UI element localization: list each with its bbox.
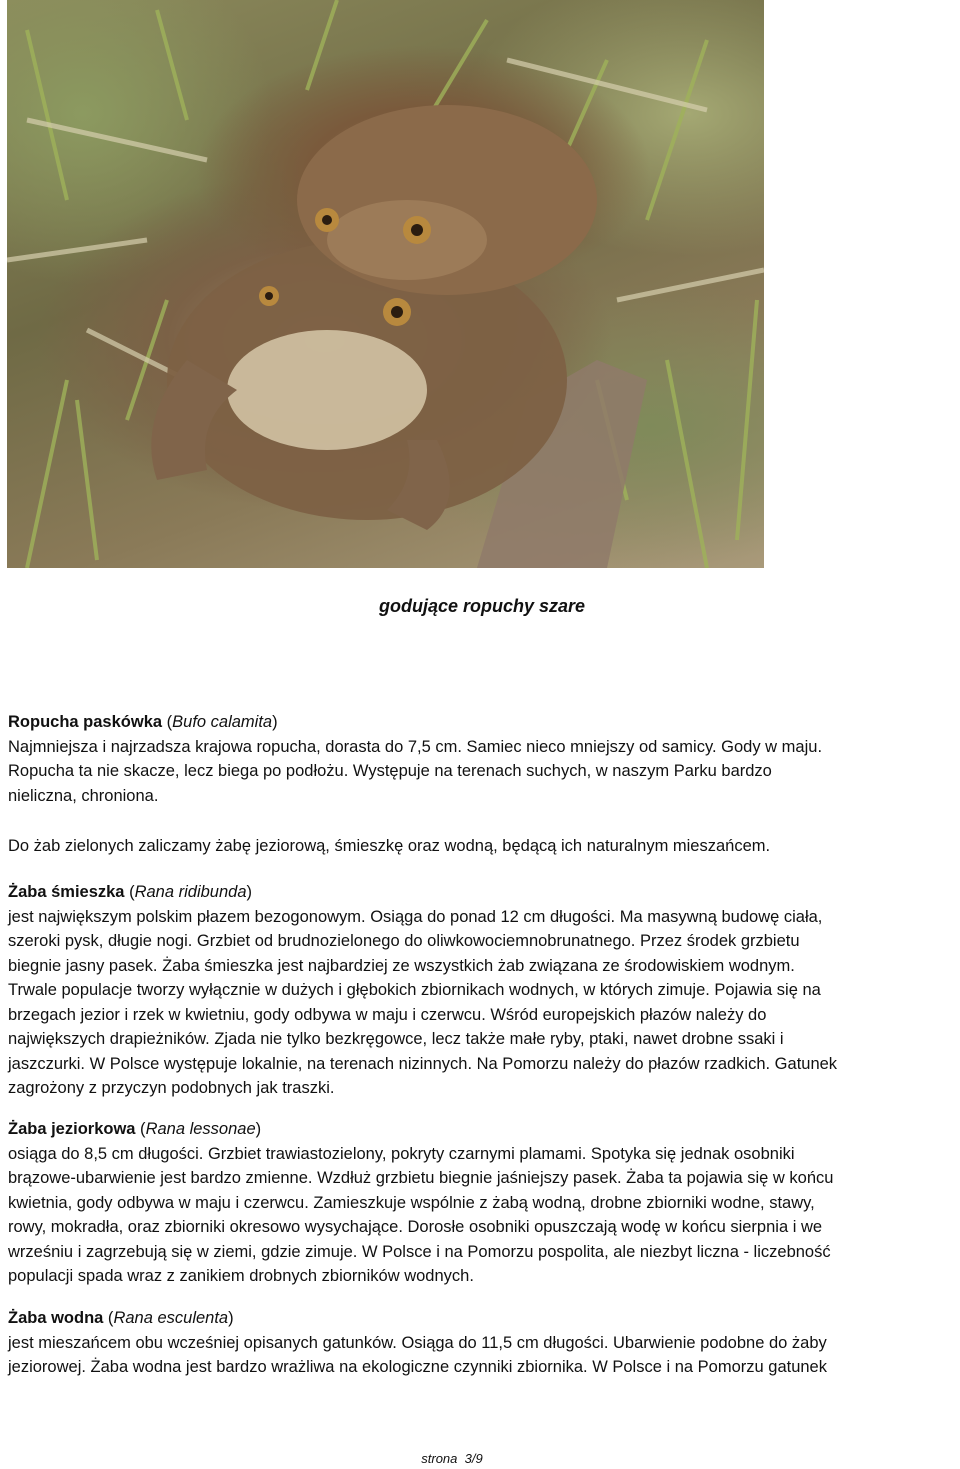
species-latin: Bufo calamita [172, 713, 273, 731]
text-line: nieliczna, chroniona. [8, 786, 159, 805]
text-line: biegnie jasny pasek. Żaba śmieszka jest najbardziej ze wszystkich żab związana ze środowiskiem wodnym. [8, 956, 795, 975]
photo-caption: godujące ropuchy szare [378, 596, 586, 616]
section-zaby-zielone [8, 834, 958, 859]
text-line: szeroki pysk, długie nogi. Grzbiet od brudnozielonego do oliwkowociemnobrunatnego. Przez środek grzbietu [8, 932, 800, 950]
text-line: wrześniu i zagrzebują się w ziemi, gdzie zimuje. W Polsce i na Pomorzu pospolita, ale niezbyt liczna - liczebność [8, 1242, 831, 1261]
text-line: zagrożony z przyczyn podobnych jak traszki. [8, 1079, 335, 1097]
species-latin: Rana esculenta [113, 1309, 229, 1327]
species-heading: Żaba wodna (Rana esculenta) [8, 1309, 234, 1327]
text-line: kwietnia, gody odbywa w maju i czerwcu. Zamieszkuje wspólnie z żabą wodną, drobne zbiorniki wodne, stawy, [8, 1193, 815, 1212]
species-name: Żaba wodna [8, 1309, 104, 1327]
text-line: Trwale populacje tworzy wyłącznie w dużych i głębokich zbiornikach wodnych, w których zimuje. Pojawia się na [8, 981, 821, 999]
species-name: Ropucha paskówka [8, 713, 163, 731]
section-ropucha-paskowka [8, 710, 958, 808]
species-name: Żaba jeziorkowa [8, 1120, 136, 1138]
section-zaba-smieszka [8, 880, 958, 1101]
text-line: brzegach jezior i rzek w kwietniu, gody odbywa w maju i czerwcu. Wśród europejskich płazów należy do [8, 1005, 767, 1024]
species-heading: Ropucha paskówka (Bufo calamita) [8, 713, 278, 731]
text-line: jest mieszańcem obu wcześniej opisanych gatunków. Osiąga do 11,5 cm długości. Ubarwienie podobne do żaby [8, 1333, 827, 1352]
text-line: jeziorowej. Żaba wodna jest bardzo wrażliwa na ekologiczne czynniki zbiornika. W Polsce i na Pomorzu gatunek [8, 1358, 827, 1376]
species-name: Żaba śmieszka [8, 883, 125, 901]
text-line: brązowe-ubarwienie jest bardzo zmienne. Wzdłuż grzbietu biegnie jaśniejszy pasek. Żaba ta pojawia się w końcu [8, 1169, 834, 1187]
species-latin: Rana ridibunda [134, 883, 247, 901]
text-line: Do żab zielonych zaliczamy żabę jeziorową, śmieszkę oraz wodną, będącą ich naturalnym mieszańcem. [8, 837, 771, 855]
text-line: rowy, mokradła, oraz zbiorniki okresowo wysychające. Dorosłe osobniki opuszczają wodę w końcu sierpnia i we [8, 1218, 823, 1236]
text-line: największych drapieżników. Zjada nie tylko bezkręgowce, lecz także małe ryby, ptaki, nawet drobne ssaki i [8, 1030, 784, 1048]
page-number: 3/9 [464, 1451, 483, 1466]
text-line: jaszczurki. W Polsce występuje lokalnie, na terenach nizinnych. Na Pomorzu należy do płazów rzadkich. Gatunek [8, 1054, 838, 1073]
species-latin: Rana lessonae [145, 1120, 256, 1138]
toad-photo [7, 0, 764, 568]
text-line: populacji spada wraz z zanikiem drobnych zbiorników wodnych. [8, 1267, 474, 1285]
text-line: osiąga do 8,5 cm długości. Grzbiet trawiastozielony, pokryty czarnymi plamami. Spotyka się jednak osobniki [8, 1144, 795, 1163]
toad-illustration [7, 0, 764, 568]
section-zaba-jeziorkowa [8, 1117, 958, 1289]
text-line: Najmniejsza i najrzadsza krajowa ropucha, dorasta do 7,5 cm. Samiec nieco mniejszy od samicy. Gody w maju. [8, 737, 823, 756]
text-line: Ropucha ta nie skacze, lecz biega po podłożu. Występuje na terenach suchych, w naszym Parku bardzo [8, 762, 772, 780]
species-heading: Żaba śmieszka (Rana ridibunda) [8, 883, 252, 901]
page-footer [0, 1451, 904, 1466]
page-label: strona [421, 1451, 458, 1466]
species-heading: Żaba jeziorkowa (Rana lessonae) [8, 1120, 262, 1138]
text-line: jest największym polskim płazem bezogonowym. Osiąga do ponad 12 cm długości. Ma masywną budowę ciała, [8, 907, 823, 926]
section-zaba-wodna [8, 1306, 958, 1380]
